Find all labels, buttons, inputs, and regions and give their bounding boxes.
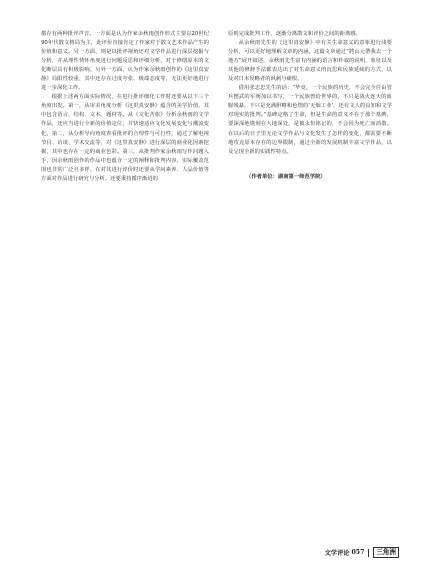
brand-logo: 三角洲 <box>373 547 399 558</box>
body-paragraph: 借用张志忠先生的话：“毕竟，一个民族的历史，不会完全任由管兵摆武的军阀加以书写，一个民族曾给世界的，不只是战火连天的血腥残暴，不只是充满胆略和色情的‘无烟工业’，还有文人的良知和文学对现实的批判。”基碑定格了生命，但是生命的意义不在于那个墓碑，要深深地镌刻在大地深处，是被永恒铭记的，不会因为死亡而消散。在以后的日子里无论文学作品与文化发生了怎样的变化，都需要不断地攻克原本存在的边界限制，通过全新的发展机制丰富文学作品，以及呈现全新的实践性特点。 <box>228 85 392 155</box>
body-paragraph: 原则完成批判工作，逐渐分离散文和评价之间的距离感。 <box>228 31 361 37</box>
footer-divider <box>368 549 369 557</box>
right-column <box>228 30 392 182</box>
page-number: 057 <box>351 549 365 556</box>
body-paragraph: 都存有两种批评声音。一方面是认为作家余秋雨创作形式主要以20世纪90年代散文格局为主，此评价直接肯定了作家对于散文艺术作品产生的价值和意义。另一方面，则是以批评视角还对文学作品进行深层挖掘与分析，并从理性情怀角度进行问题反思和评细分析，对于修缮原本的文化断层具有积极影响。另外一方面，认为作家余秋雨创作的《这里真安静》局限性较重，其中还存在过度夸张、极端态度等，无法更好地进行进一步深化工作。 <box>41 31 209 92</box>
left-column <box>41 30 209 184</box>
journal-name: 文学评论 <box>324 550 350 557</box>
page-footer <box>325 547 399 558</box>
author-affiliation: （作者单位：湖南第一师范学院） <box>246 173 326 180</box>
body-paragraph: 根据上述两方面实际情况，在进行批评细化工作时还要从以下三个角度出发。第一，从审美角度分析《这里真安静》蕴含的美学价值，其中包含语言、结构、文本、题材等。从《文化苦旅》分析余秋雨的文学作品，还应当进行全新的价值定位，并快速适应文化发展变化与潮流变化。第二，从分析导向角度查看批评的合理性与可行性，通过了解电视节目、访谈、学术交流等，对《这里真安静》进行深层的商业化因素挖掘，其中也存在一定的商业色彩。第三，从批判作家余秋雨写作问题入手，因余秋雨创作的作品中也蕴含一定的阐释和批判内容，实际覆盖范围也非常广泛且多样。在对其进行评价时还要从学问素养、人品价值等方面对作品进行研究与分析。还要秉持循序渐进的 <box>41 94 209 182</box>
body-paragraph: 从余秋雨先生的《这里真安静》中有关生命意义的意象进行浅要分析，可以更好地理解文章的内涵。这篇文章通过“將山元帶我去一个地方”展开叙述，余秋雨先生富有内涵的语言和朴叙的说明，象征以及其他的修辞手法都表达出了对生命意义的沉思和民族延续的方式，以及对日本侵略者的讽刺与痛恨。 <box>228 40 392 83</box>
